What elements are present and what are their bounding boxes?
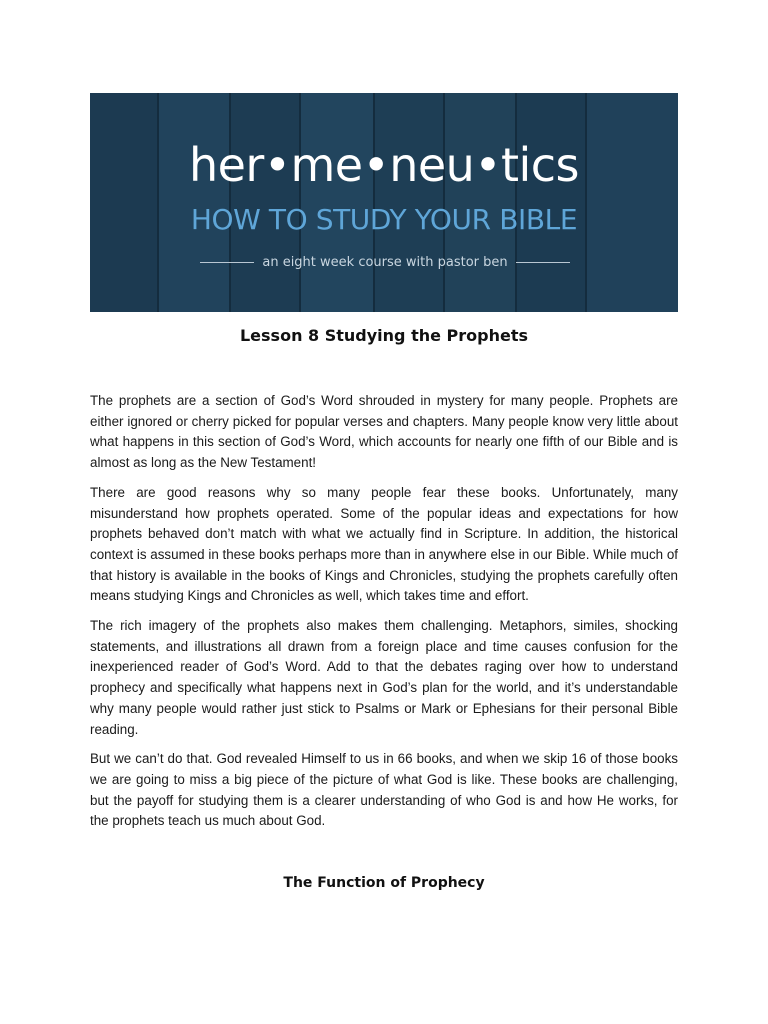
section-heading: The Function of Prophecy bbox=[283, 875, 485, 891]
tagline-rule-left bbox=[200, 262, 254, 263]
lesson-title: Lesson 8 Studying the Prophets bbox=[239, 326, 529, 345]
tagline-rule-right bbox=[516, 262, 570, 263]
banner-tagline-row bbox=[200, 252, 570, 272]
paragraph: The rich imagery of the prophets also makes them challenging. Metaphors, similes, shocking statements, and illustrations all drawn from a foreign place and time causes confusion for the inexperienced reader of God’s Word. Add to that the debates raging over how to understand prophecy and specifically what happens next in God’s plan for the world, and it’s understandable why many people would rather just stick to Psalms or Mark or Ephesians for their personal Bible reading. bbox=[90, 618, 678, 737]
paragraph: The prophets are a section of God’s Word shrouded in mystery for many people. Prophets are either ignored or cherry picked for popular verses and chapters. Many people know very little about what happens in this section of God’s Word, which accounts for nearly one fifth of our Bible and is almost as long as the New Testament! bbox=[90, 393, 678, 471]
paragraph: There are good reasons why so many people fear these books. Unfortunately, many misunderstand how prophets operated. Some of the popular ideas and expectations for how prophets behaved don’t match with what we actually find in Scripture. In addition, the historical context is assumed in these books perhaps more than in anywhere else in our Bible. While much of that history is available in the books of Kings and Chronicles, studying the prophets carefully often means studying Kings and Chronicles as well, which takes time and effort. bbox=[90, 484, 679, 604]
body-text bbox=[90, 391, 678, 841]
banner-title: her•me•neu•tics bbox=[188, 138, 580, 192]
paragraph: But we can’t do that. God revealed Himself to us in 66 books, and when we skip 16 of those books we are going to miss a big piece of the picture of what God is like. These books are challenging, but the payoff for studying them is a clearer understanding of who God is and how He works, for the prophets teach us much about God. bbox=[90, 751, 678, 829]
banner-subtitle: HOW TO STUDY YOUR BIBLE bbox=[190, 203, 578, 236]
banner-tagline: an eight week course with pastor ben bbox=[262, 254, 508, 270]
